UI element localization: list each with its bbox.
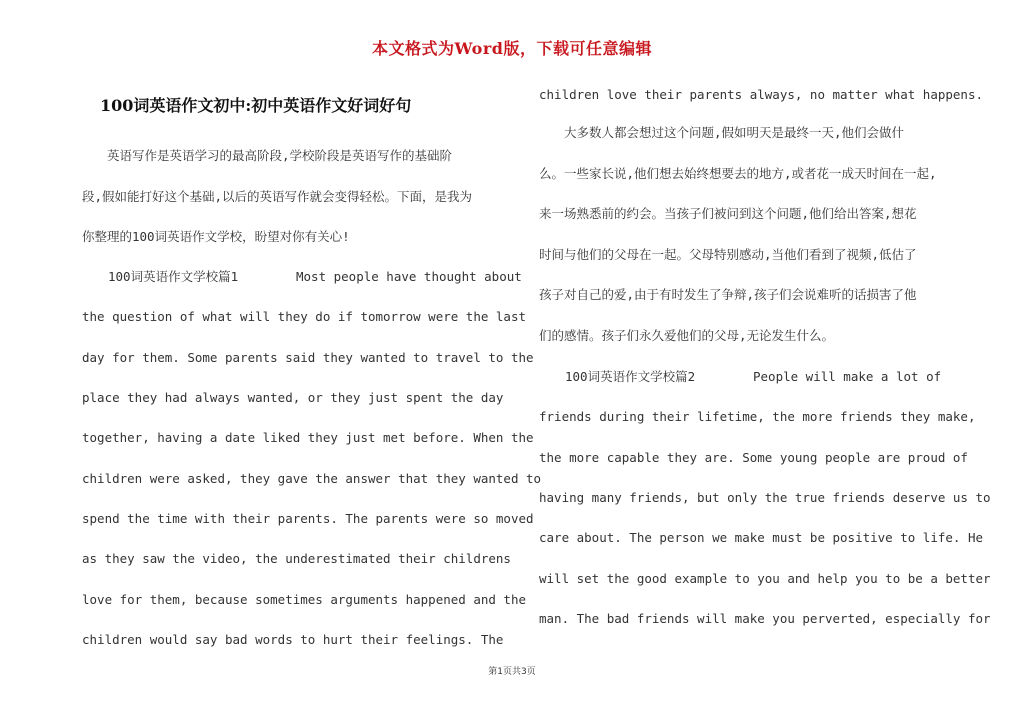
format-notice-banner: 本文格式为Word版，下载可任意编辑: [372, 39, 652, 58]
paragraph-line: 来一场熟悉前的约会。当孩子们被问到这个问题,他们给出答案,想花: [539, 206, 917, 221]
paragraph-line: love for them, because sometimes arguments happened and the: [82, 592, 527, 607]
paragraph-line: place they had always wanted, or they just spent the day: [82, 390, 504, 405]
paragraph-line: care about. The person we make must be positive to life. He: [539, 530, 984, 545]
paragraph-line: day for them. Some parents said they wanted to travel to the: [82, 350, 534, 365]
section-heading: 100词英语作文学校篇1: [108, 269, 239, 284]
paragraph-line: children would say bad words to hurt their feelings. The: [82, 632, 504, 647]
page-number: 第1页共3页: [488, 667, 536, 677]
paragraph-line: will set the good example to you and help you to be a better: [539, 571, 991, 586]
paragraph-line: 英语写作是英语学习的最高阶段,学校阶段是英语写作的基础阶: [82, 148, 453, 163]
paragraph-line: 时间与他们的父母在一起。父母特别感动,当他们看到了视频,低估了: [539, 247, 917, 262]
paragraph-line: having many friends, but only the true friends deserve us to: [539, 490, 991, 505]
paragraph-line: People will make a lot of: [753, 369, 942, 384]
paragraph-line: 孩子对自己的爱,由于有时发生了争辩,孩子们会说难听的话损害了他: [539, 287, 917, 302]
paragraph-line: the question of what will they do if tomorrow were the last: [82, 309, 527, 324]
paragraph-line: 们的感情。孩子们永久爱他们的父母,无论发生什么。: [539, 328, 835, 343]
paragraph-line: as they saw the video, the underestimated their childrens: [82, 551, 511, 566]
paragraph-line: spend the time with their parents. The parents were so moved: [82, 511, 534, 526]
paragraph-line: Most people have thought about: [296, 269, 522, 284]
section-heading: 100词英语作文学校篇2: [565, 369, 696, 384]
paragraph-line: friends during their lifetime, the more friends they make,: [539, 409, 976, 424]
paragraph-line: 你整理的100词英语作文学校，盼望对你有关心!: [82, 229, 350, 244]
paragraph-line: children were asked, they gave the answer that they wanted to: [82, 471, 542, 486]
paragraph-line: together, having a date liked they just met before. When the: [82, 430, 534, 445]
paragraph-line: 段,假如能打好这个基础,以后的英语写作就会变得轻松。下面，是我为: [82, 189, 473, 204]
paragraph-line: the more capable they are. Some young people are proud of: [539, 450, 968, 465]
article-title: 100词英语作文初中:初中英语作文好词好句: [100, 96, 412, 115]
paragraph-line: 大多数人都会想过这个问题,假如明天是最终一天,他们会做什: [539, 125, 905, 140]
paragraph-line: 么。一些家长说,他们想去始终想要去的地方,或者花一成天时间在一起,: [539, 166, 937, 181]
paragraph-line: children love their parents always, no matter what happens.: [539, 87, 984, 102]
paragraph-line: man. The bad friends will make you perverted, especially for: [539, 611, 991, 626]
